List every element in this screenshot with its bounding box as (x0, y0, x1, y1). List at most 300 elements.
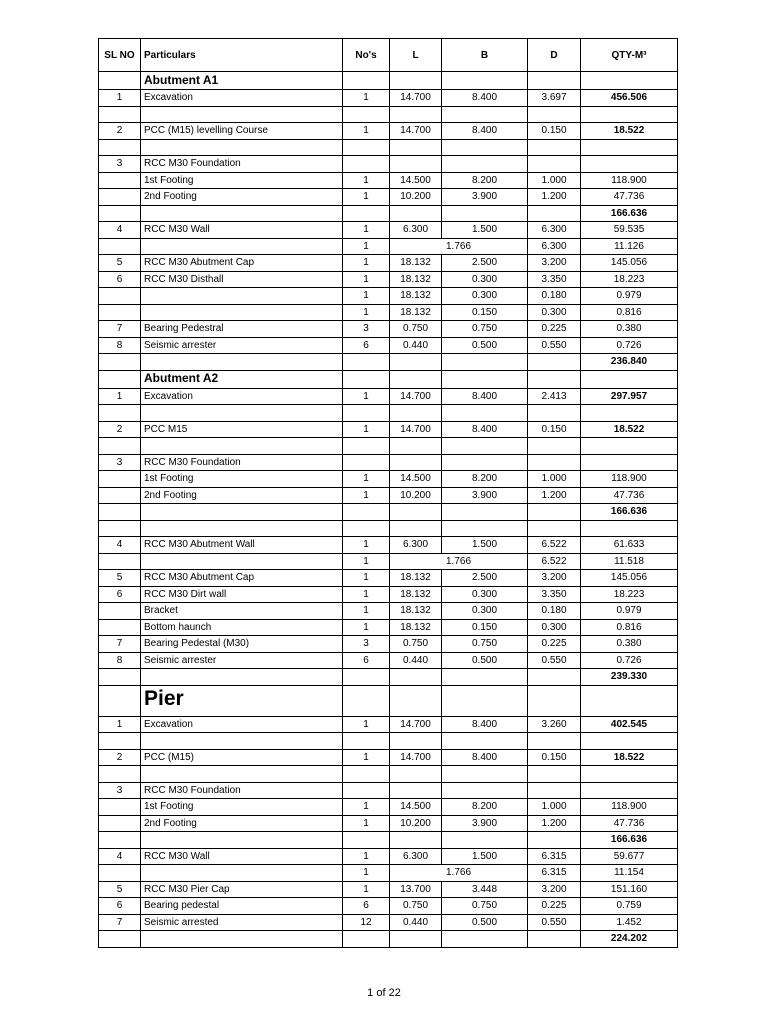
nos-cell: 1 (343, 537, 390, 554)
table-row (99, 815, 678, 832)
depth-cell: 1.200 (528, 815, 581, 832)
nos-cell: 1 (343, 271, 390, 288)
depth-cell: 0.225 (528, 898, 581, 915)
breadth-cell: 8.400 (442, 421, 528, 438)
breadth-cell (442, 832, 528, 849)
sl-no-cell (99, 189, 141, 206)
particulars-cell: Seismic arrested (141, 914, 343, 931)
depth-cell (528, 669, 581, 686)
quantity-cell: 166.636 (581, 205, 678, 222)
sl-no-cell (99, 471, 141, 488)
nos-cell: 12 (343, 914, 390, 931)
breadth-cell: 3.448 (442, 881, 528, 898)
breadth-cell (442, 72, 528, 90)
breadth-cell (442, 354, 528, 371)
quantity-table (98, 38, 678, 948)
depth-cell (528, 504, 581, 521)
nos-cell: 1 (343, 749, 390, 766)
nos-cell (343, 405, 390, 422)
sl-no-cell (99, 520, 141, 537)
sl-no-cell: 7 (99, 636, 141, 653)
quantity-cell: 0.979 (581, 288, 678, 305)
breadth-cell: 0.500 (442, 914, 528, 931)
depth-cell (528, 782, 581, 799)
nos-cell: 1 (343, 487, 390, 504)
length-cell: 0.440 (390, 337, 442, 354)
table-row (99, 405, 678, 422)
nos-cell: 1 (343, 553, 390, 570)
sl-no-cell: 2 (99, 421, 141, 438)
nos-cell (343, 669, 390, 686)
table-row (99, 139, 678, 156)
particulars-cell: Seismic arrester (141, 652, 343, 669)
depth-cell (528, 454, 581, 471)
length-cell: 0.440 (390, 914, 442, 931)
table-row (99, 337, 678, 354)
table-row (99, 520, 678, 537)
quantity-cell: 145.056 (581, 255, 678, 272)
quantity-cell: 61.633 (581, 537, 678, 554)
table-row (99, 799, 678, 816)
section-title-cell (141, 370, 343, 388)
table-row (99, 749, 678, 766)
length-cell: 10.200 (390, 189, 442, 206)
depth-cell: 6.300 (528, 222, 581, 239)
length-cell: 18.132 (390, 304, 442, 321)
nos-cell: 1 (343, 421, 390, 438)
table-row (99, 288, 678, 305)
sl-no-cell: 7 (99, 321, 141, 338)
quantity-cell (581, 139, 678, 156)
sl-no-cell (99, 106, 141, 123)
length-cell: 0.750 (390, 898, 442, 915)
nos-cell: 3 (343, 636, 390, 653)
depth-cell (528, 520, 581, 537)
nos-cell (343, 685, 390, 716)
nos-cell (343, 766, 390, 783)
breadth-cell (442, 504, 528, 521)
length-breadth-cell: 1.766 (390, 865, 528, 882)
length-cell (390, 72, 442, 90)
quantity-cell: 118.900 (581, 799, 678, 816)
table-row (99, 881, 678, 898)
table-row (99, 537, 678, 554)
length-cell (390, 766, 442, 783)
depth-cell (528, 766, 581, 783)
length-cell (390, 370, 442, 388)
length-cell: 14.500 (390, 799, 442, 816)
depth-cell: 2.413 (528, 388, 581, 405)
nos-cell (343, 72, 390, 90)
particulars-cell: 2nd Footing (141, 815, 343, 832)
particulars-cell: RCC M30 Dirt wall (141, 586, 343, 603)
particulars-cell: RCC M30 Wall (141, 848, 343, 865)
header-nos: No's (343, 39, 390, 72)
section-title-cell (141, 72, 343, 90)
quantity-cell: 18.223 (581, 586, 678, 603)
length-cell: 14.700 (390, 716, 442, 733)
particulars-cell: Seismic arrester (141, 337, 343, 354)
nos-cell (343, 733, 390, 750)
length-cell (390, 438, 442, 455)
depth-cell (528, 733, 581, 750)
depth-cell: 3.697 (528, 90, 581, 107)
breadth-cell (442, 766, 528, 783)
quantity-cell: 0.726 (581, 652, 678, 669)
table-row (99, 504, 678, 521)
table-row (99, 189, 678, 206)
length-cell (390, 454, 442, 471)
depth-cell: 0.180 (528, 288, 581, 305)
depth-cell (528, 139, 581, 156)
table-row (99, 586, 678, 603)
depth-cell: 0.225 (528, 636, 581, 653)
breadth-cell (442, 782, 528, 799)
length-cell: 18.132 (390, 255, 442, 272)
length-cell: 18.132 (390, 619, 442, 636)
sl-no-cell (99, 304, 141, 321)
length-cell: 14.700 (390, 388, 442, 405)
depth-cell: 0.300 (528, 304, 581, 321)
particulars-cell: 1st Footing (141, 172, 343, 189)
nos-cell: 1 (343, 619, 390, 636)
length-cell: 18.132 (390, 288, 442, 305)
sl-no-cell (99, 669, 141, 686)
quantity-cell: 11.518 (581, 553, 678, 570)
sl-no-cell: 3 (99, 156, 141, 173)
sl-no-cell (99, 438, 141, 455)
depth-cell: 3.350 (528, 271, 581, 288)
depth-cell (528, 354, 581, 371)
header-length: L (390, 39, 442, 72)
sl-no-cell: 1 (99, 716, 141, 733)
nos-cell: 1 (343, 189, 390, 206)
depth-cell: 0.150 (528, 749, 581, 766)
table-row (99, 238, 678, 255)
length-breadth-cell: 1.766 (390, 238, 528, 255)
particulars-cell (141, 931, 343, 948)
sl-no-cell (99, 931, 141, 948)
section-header-row (99, 72, 678, 90)
length-cell: 18.132 (390, 271, 442, 288)
breadth-cell: 0.300 (442, 603, 528, 620)
breadth-cell (442, 139, 528, 156)
length-cell: 10.200 (390, 487, 442, 504)
table-body (99, 39, 678, 948)
length-cell (390, 832, 442, 849)
table-row (99, 255, 678, 272)
quantity-cell (581, 766, 678, 783)
depth-cell: 0.550 (528, 337, 581, 354)
table-row (99, 205, 678, 222)
quantity-cell: 0.726 (581, 337, 678, 354)
length-cell (390, 782, 442, 799)
particulars-cell: RCC M30 Wall (141, 222, 343, 239)
particulars-cell: PCC (M15) levelling Course (141, 123, 343, 140)
breadth-cell: 0.500 (442, 652, 528, 669)
length-cell: 10.200 (390, 815, 442, 832)
nos-cell: 1 (343, 865, 390, 882)
nos-cell: 1 (343, 881, 390, 898)
nos-cell (343, 370, 390, 388)
length-cell: 18.132 (390, 586, 442, 603)
nos-cell: 6 (343, 898, 390, 915)
table-row (99, 388, 678, 405)
table-row (99, 619, 678, 636)
table-row (99, 898, 678, 915)
particulars-cell (141, 106, 343, 123)
sl-no-cell: 1 (99, 388, 141, 405)
sl-no-cell (99, 504, 141, 521)
particulars-cell: RCC M30 Disthall (141, 271, 343, 288)
breadth-cell: 0.150 (442, 619, 528, 636)
quantity-cell: 402.545 (581, 716, 678, 733)
length-cell (390, 405, 442, 422)
particulars-cell: Bearing pedestal (141, 898, 343, 915)
depth-cell: 1.000 (528, 799, 581, 816)
nos-cell (343, 139, 390, 156)
sl-no-cell: 6 (99, 586, 141, 603)
breadth-cell: 8.400 (442, 716, 528, 733)
particulars-cell: RCC M30 Pier Cap (141, 881, 343, 898)
particulars-cell: RCC M30 Foundation (141, 156, 343, 173)
breadth-cell (442, 454, 528, 471)
particulars-cell: Bearing Pedestral (141, 321, 343, 338)
nos-cell: 1 (343, 255, 390, 272)
length-cell (390, 931, 442, 948)
breadth-cell (442, 106, 528, 123)
nos-cell: 1 (343, 603, 390, 620)
quantity-cell (581, 370, 678, 388)
particulars-cell (141, 504, 343, 521)
breadth-cell (442, 438, 528, 455)
length-cell (390, 669, 442, 686)
breadth-cell: 2.500 (442, 570, 528, 587)
header-depth: D (528, 39, 581, 72)
depth-cell: 3.200 (528, 570, 581, 587)
nos-cell (343, 832, 390, 849)
length-cell: 18.132 (390, 570, 442, 587)
depth-cell (528, 438, 581, 455)
particulars-cell (141, 520, 343, 537)
sl-no-cell (99, 766, 141, 783)
nos-cell: 1 (343, 172, 390, 189)
breadth-cell: 0.300 (442, 586, 528, 603)
sl-no-cell (99, 72, 141, 90)
breadth-cell (442, 205, 528, 222)
sl-no-cell (99, 370, 141, 388)
section-title: Abutment A1 (144, 72, 219, 87)
particulars-cell: Bearing Pedestal (M30) (141, 636, 343, 653)
sl-no-cell: 2 (99, 123, 141, 140)
particulars-cell: RCC M30 Foundation (141, 782, 343, 799)
sl-no-cell: 6 (99, 271, 141, 288)
breadth-cell: 8.400 (442, 388, 528, 405)
sl-no-cell (99, 799, 141, 816)
length-cell (390, 156, 442, 173)
depth-cell (528, 156, 581, 173)
length-cell: 6.300 (390, 848, 442, 865)
table-row (99, 90, 678, 107)
header-quantity: QTY-M³ (581, 39, 678, 72)
nos-cell: 1 (343, 304, 390, 321)
nos-cell: 1 (343, 716, 390, 733)
nos-cell: 1 (343, 815, 390, 832)
sl-no-cell (99, 619, 141, 636)
length-cell: 14.500 (390, 172, 442, 189)
quantity-cell: 0.979 (581, 603, 678, 620)
sl-no-cell (99, 205, 141, 222)
quantity-cell (581, 520, 678, 537)
particulars-cell (141, 553, 343, 570)
breadth-cell (442, 685, 528, 716)
depth-cell (528, 106, 581, 123)
sl-no-cell: 8 (99, 652, 141, 669)
quantity-cell (581, 733, 678, 750)
table-row (99, 156, 678, 173)
particulars-cell (141, 766, 343, 783)
particulars-cell: Bottom haunch (141, 619, 343, 636)
header-breadth: B (442, 39, 528, 72)
length-cell (390, 205, 442, 222)
depth-cell: 6.522 (528, 537, 581, 554)
table-row (99, 669, 678, 686)
depth-cell (528, 72, 581, 90)
section-title: Abutment A2 (144, 371, 219, 385)
particulars-cell (141, 733, 343, 750)
sl-no-cell: 4 (99, 222, 141, 239)
sl-no-cell: 5 (99, 570, 141, 587)
table-row (99, 438, 678, 455)
nos-cell: 1 (343, 848, 390, 865)
table-header-row (99, 39, 678, 72)
breadth-cell: 0.300 (442, 288, 528, 305)
nos-cell: 1 (343, 471, 390, 488)
length-cell: 6.300 (390, 537, 442, 554)
breadth-cell: 0.750 (442, 636, 528, 653)
sl-no-cell: 4 (99, 537, 141, 554)
quantity-cell: 0.759 (581, 898, 678, 915)
quantity-cell: 0.816 (581, 619, 678, 636)
nos-cell: 6 (343, 652, 390, 669)
particulars-cell: 2nd Footing (141, 487, 343, 504)
table-row (99, 848, 678, 865)
particulars-cell: RCC M30 Abutment Cap (141, 570, 343, 587)
sl-no-cell: 2 (99, 749, 141, 766)
particulars-cell (141, 288, 343, 305)
particulars-cell: PCC M15 (141, 421, 343, 438)
particulars-cell: RCC M30 Abutment Wall (141, 537, 343, 554)
nos-cell (343, 354, 390, 371)
depth-cell: 3.200 (528, 255, 581, 272)
breadth-cell (442, 405, 528, 422)
nos-cell (343, 438, 390, 455)
breadth-cell: 8.400 (442, 123, 528, 140)
sl-no-cell: 6 (99, 898, 141, 915)
quantity-cell: 11.154 (581, 865, 678, 882)
table-row (99, 733, 678, 750)
sl-no-cell (99, 553, 141, 570)
table-row (99, 471, 678, 488)
section-title: Pier (144, 687, 184, 710)
depth-cell (528, 370, 581, 388)
sl-no-cell (99, 405, 141, 422)
depth-cell (528, 832, 581, 849)
sl-no-cell (99, 172, 141, 189)
breadth-cell: 1.500 (442, 848, 528, 865)
sl-no-cell: 7 (99, 914, 141, 931)
nos-cell: 1 (343, 90, 390, 107)
breadth-cell: 8.200 (442, 172, 528, 189)
breadth-cell: 3.900 (442, 815, 528, 832)
table-row (99, 123, 678, 140)
quantity-cell (581, 72, 678, 90)
quantity-cell: 224.202 (581, 931, 678, 948)
length-cell: 0.750 (390, 321, 442, 338)
quantity-cell (581, 438, 678, 455)
nos-cell (343, 782, 390, 799)
nos-cell (343, 205, 390, 222)
sl-no-cell (99, 865, 141, 882)
quantity-cell (581, 454, 678, 471)
quantity-cell: 18.223 (581, 271, 678, 288)
length-cell (390, 354, 442, 371)
nos-cell: 1 (343, 123, 390, 140)
quantity-cell: 59.535 (581, 222, 678, 239)
table-row (99, 766, 678, 783)
nos-cell: 1 (343, 222, 390, 239)
table-row (99, 454, 678, 471)
length-cell: 14.500 (390, 471, 442, 488)
table-row (99, 865, 678, 882)
depth-cell: 0.550 (528, 914, 581, 931)
quantity-cell: 47.736 (581, 487, 678, 504)
breadth-cell (442, 520, 528, 537)
quantity-cell: 297.957 (581, 388, 678, 405)
breadth-cell: 1.500 (442, 537, 528, 554)
depth-cell: 6.300 (528, 238, 581, 255)
table-row (99, 636, 678, 653)
sl-no-cell (99, 354, 141, 371)
nos-cell: 1 (343, 388, 390, 405)
particulars-cell (141, 139, 343, 156)
sl-no-cell: 3 (99, 454, 141, 471)
sl-no-cell: 4 (99, 848, 141, 865)
quantity-cell: 0.816 (581, 304, 678, 321)
quantity-cell: 456.506 (581, 90, 678, 107)
breadth-cell: 2.500 (442, 255, 528, 272)
particulars-cell (141, 205, 343, 222)
nos-cell: 3 (343, 321, 390, 338)
breadth-cell: 0.300 (442, 271, 528, 288)
breadth-cell: 8.200 (442, 471, 528, 488)
table-row (99, 271, 678, 288)
quantity-cell: 18.522 (581, 749, 678, 766)
breadth-cell (442, 156, 528, 173)
breadth-cell (442, 370, 528, 388)
particulars-cell: Excavation (141, 388, 343, 405)
nos-cell (343, 931, 390, 948)
particulars-cell (141, 438, 343, 455)
nos-cell: 1 (343, 238, 390, 255)
quantity-cell: 18.522 (581, 123, 678, 140)
length-cell: 13.700 (390, 881, 442, 898)
quantity-cell: 236.840 (581, 354, 678, 371)
nos-cell (343, 504, 390, 521)
particulars-cell: RCC M30 Abutment Cap (141, 255, 343, 272)
particulars-cell (141, 865, 343, 882)
breadth-cell: 8.200 (442, 799, 528, 816)
